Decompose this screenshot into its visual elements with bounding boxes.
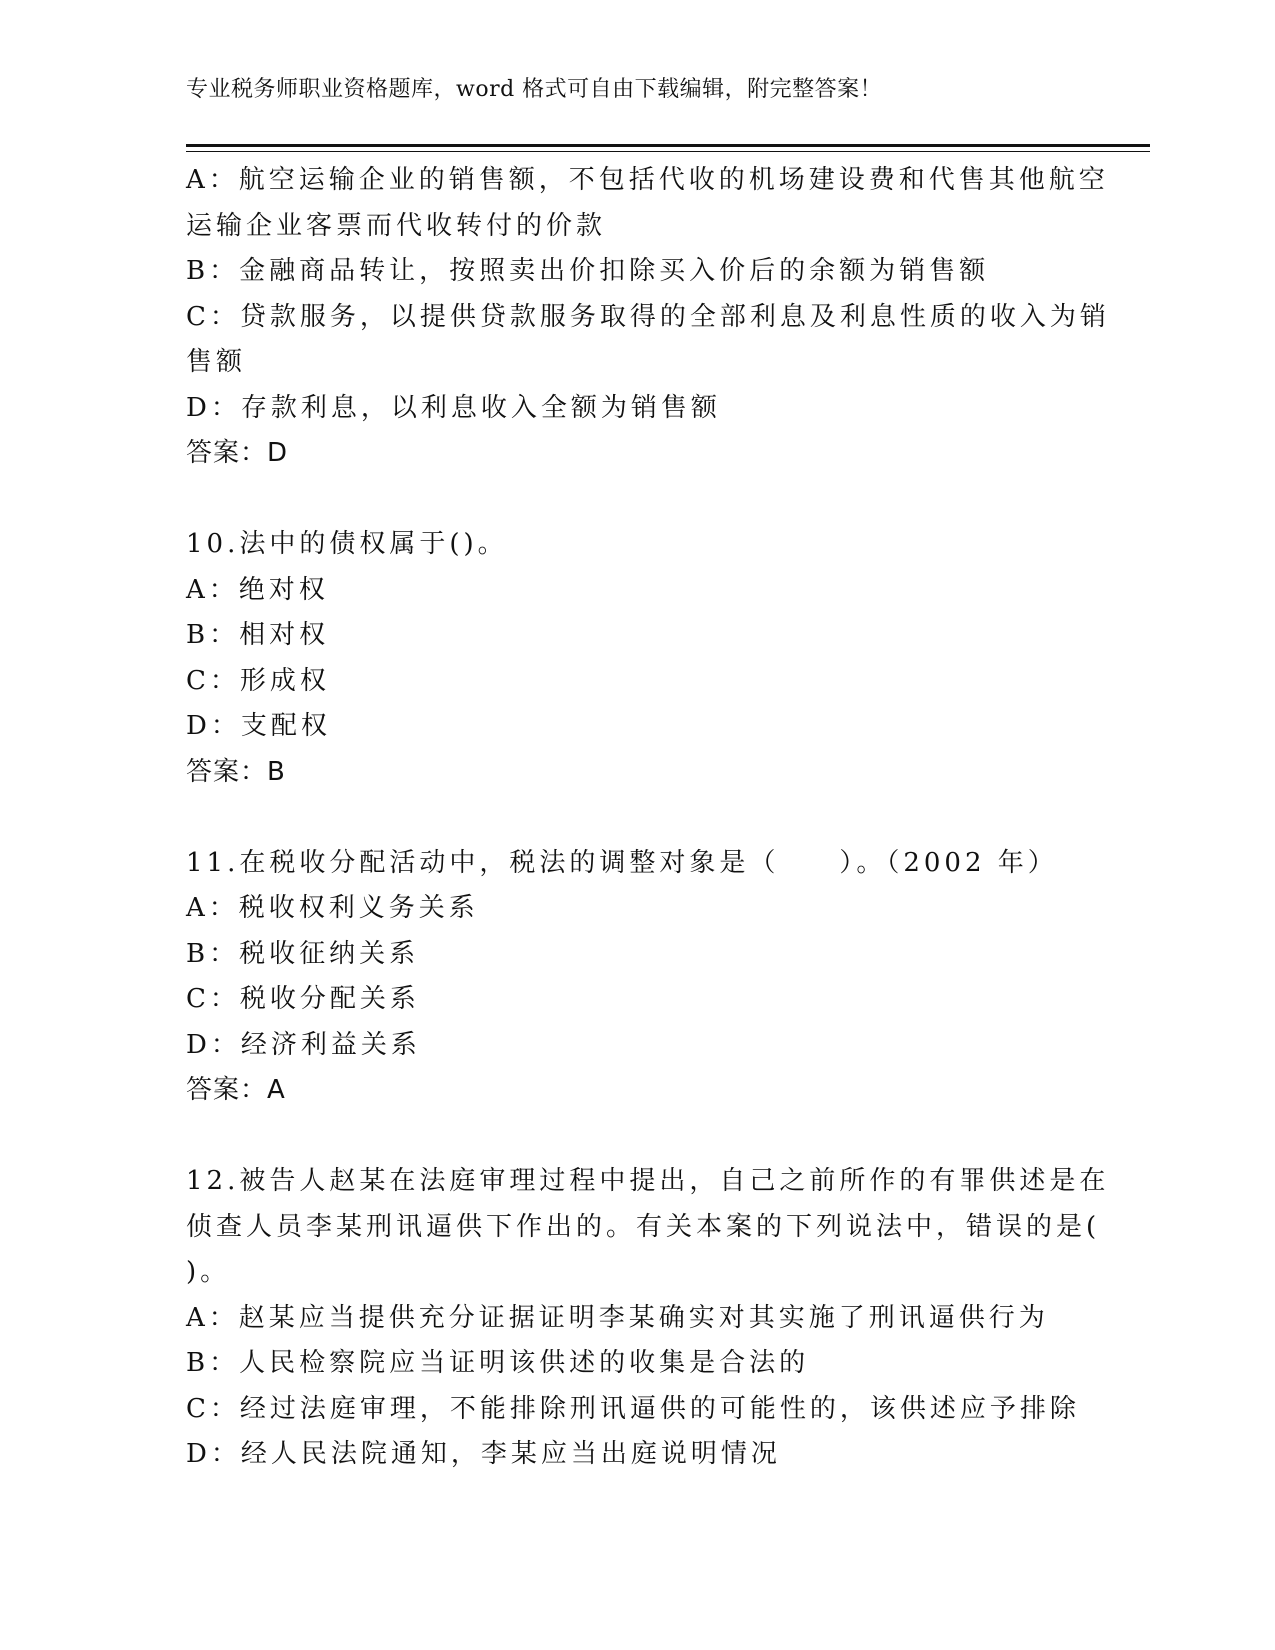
option-line: B：人民检察院应当证明该供述的收集是合法的 [186,1348,810,1378]
spacer [186,795,1086,841]
question-text: )。 [186,1257,231,1287]
question-10 [186,522,1086,795]
answer-line: 答案：D [186,438,289,468]
option-line: C：经过法庭审理，不能排除刑讯逼供的可能性的，该供述应予排除 [186,1393,1080,1424]
spacer [186,1114,1086,1160]
option-line: A：绝对权 [186,574,329,605]
spacer [186,477,1086,523]
option-line: A：税收权利义务关系 [186,893,479,923]
option-line: A：航空运输企业的销售额，不包括代收的机场建设费和代售其他航空 [186,165,1109,195]
option-line: 售额 [186,347,247,377]
question-12 [186,1159,1110,1478]
question-list [186,158,1110,1478]
question-11 [186,841,1086,1114]
question-text: 12.被告人赵某在法庭审理过程中提出，自己之前所作的有罪供述是在 [186,1166,1110,1196]
option-line: D：经人民法院通知，李某应当出庭说明情况 [186,1439,781,1469]
option-line: D：支配权 [186,711,331,741]
option-line: C：税收分配关系 [186,984,420,1014]
option-line: C：形成权 [186,665,330,696]
option-line: D：存款利息，以利息收入全额为销售额 [186,392,721,423]
answer-line: 答案：B [186,756,286,787]
question-text: 侦查人员李某刑讯逼供下作出的。有关本案的下列说法中，错误的是( [186,1211,1101,1242]
question-9 [186,158,1110,477]
option-line: D：经济利益关系 [186,1029,421,1060]
option-line: B：相对权 [186,620,330,650]
question-text: 11.在税收分配活动中，税法的调整对象是（ ）。（2002 年） [186,847,1058,878]
header-rule-thin [186,151,1150,152]
page-header: 专业税务师职业资格题库，word 格式可自由下载编辑，附完整答案！ [186,77,883,102]
header-rule-thick [186,144,1150,147]
option-line: 运输企业客票而代收转付的价款 [186,210,607,241]
option-line: B：金融商品转让，按照卖出价扣除买入价后的余额为销售额 [186,256,990,286]
question-text: 10.法中的债权属于()。 [186,529,508,559]
option-line: A：赵某应当提供充分证据证明李某确实对其实施了刑讯逼供行为 [186,1302,1049,1333]
option-line: B：税收征纳关系 [186,938,420,969]
option-line: C：贷款服务，以提供贷款服务取得的全部利息及利息性质的收入为销 [186,301,1110,332]
answer-line: 答案：A [186,1075,286,1105]
